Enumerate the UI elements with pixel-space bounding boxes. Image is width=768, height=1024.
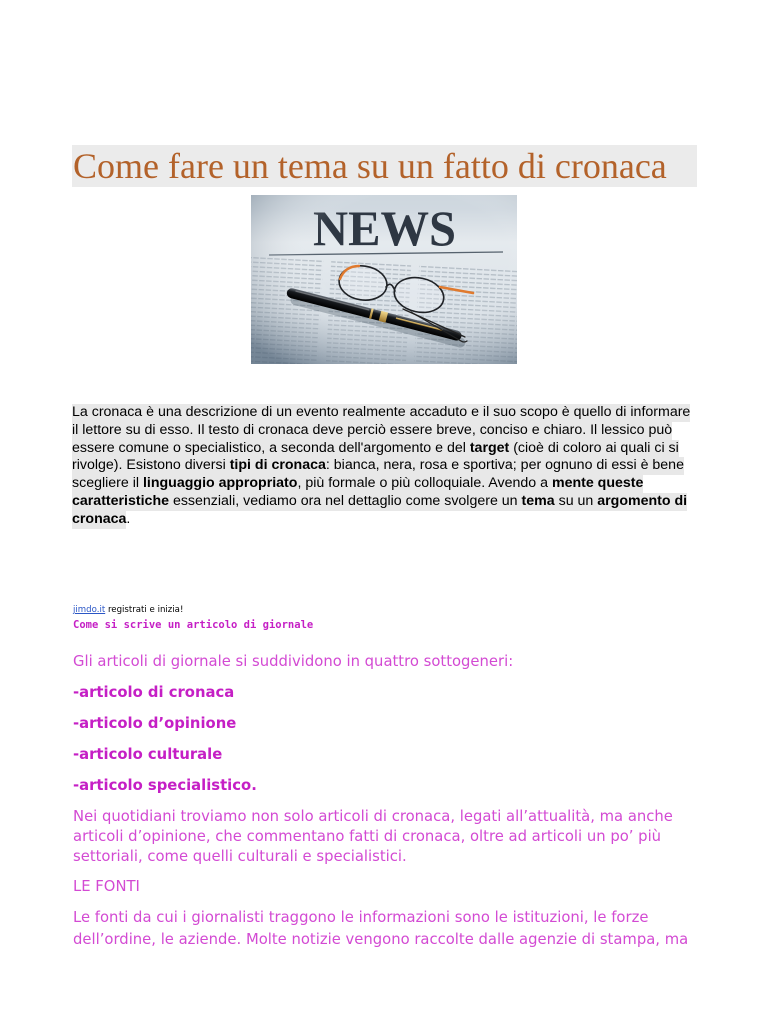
article-lead: Gli articoli di giornale si suddividono in quattro sottogeneri: xyxy=(73,653,514,670)
intro-text: , più formale o più colloquiale. Avendo a xyxy=(297,475,552,492)
intro-keyword: tema xyxy=(521,492,555,509)
news-photo xyxy=(251,195,517,364)
intro-line xyxy=(72,457,690,475)
intro-line xyxy=(72,475,690,493)
highlight xyxy=(72,457,684,475)
highlight xyxy=(72,511,126,529)
sources-heading: LE FONTI xyxy=(73,878,140,895)
intro-keyword: linguaggio appropriato xyxy=(142,475,298,492)
intro-text: essenziali, vediamo ora nel dettaglio come svolgere un xyxy=(169,492,522,509)
page-title: Come fare un tema su un fatto di cronaca xyxy=(73,146,667,186)
article-subheading: Come si scrive un articolo di giornale xyxy=(73,619,314,631)
intro-keyword: argomento di xyxy=(597,492,688,509)
intro-keyword: cronaca xyxy=(72,510,127,527)
intro-text: essere comune o specialistico, a seconda dell'argomento e del xyxy=(72,439,470,456)
highlight xyxy=(72,493,687,511)
jimdo-link[interactable]: jimdo.it xyxy=(73,605,106,615)
highlight xyxy=(72,475,643,493)
intro-line xyxy=(72,404,690,422)
intro-paragraph xyxy=(72,404,690,529)
intro-keyword: target xyxy=(469,439,510,456)
intro-line xyxy=(72,511,690,529)
sources-paragraph-line: Le fonti da cui i giornalisti traggono le informazioni sono le istituzioni, le forze xyxy=(73,909,649,926)
sources-paragraph-line: dell’ordine, le aziende. Molte notizie vengono raccolte dalle agenzie di stampa, ma xyxy=(73,931,689,948)
intro-text: . xyxy=(126,510,131,527)
intro-text: : bianca, nera, rosa e sportiva; per ognuno di essi è bene xyxy=(325,457,684,474)
article-paragraph-line: settoriali, come quelli culturali e specialistici. xyxy=(73,848,407,865)
promo-line xyxy=(73,604,183,616)
intro-line xyxy=(72,493,690,511)
intro-keyword: mente queste xyxy=(551,475,644,492)
intro-text: su un xyxy=(554,492,598,509)
intro-line xyxy=(72,422,690,440)
intro-keyword: tipi di cronaca xyxy=(229,457,326,474)
subgenre-item: -articolo culturale xyxy=(73,746,223,763)
subgenre-item: -articolo d’opinione xyxy=(73,715,237,732)
intro-text: il lettore su di esso. Il testo di cronaca deve perciò essere breve, conciso e chiaro. Il lessico può xyxy=(72,421,673,438)
intro-text: La cronaca è una descrizione di un evento realmente accaduto e il suo scopo è quello di informare xyxy=(72,404,691,420)
highlight xyxy=(72,422,672,440)
article-paragraph-line: Nei quotidiani troviamo non solo articoli di cronaca, legati all’attualità, ma anche xyxy=(73,808,673,825)
article-paragraph-line: articoli d’opinione, che commentano fatti di cronaca, oltre ad articoli un po’ più xyxy=(73,828,662,845)
subgenre-item: -articolo di cronaca xyxy=(73,684,235,701)
title-banner xyxy=(72,145,697,187)
highlight xyxy=(72,404,690,422)
intro-line xyxy=(72,440,690,458)
intro-keyword: caratteristiche xyxy=(72,492,169,509)
highlight xyxy=(72,440,679,458)
intro-text: rivolge). Esistono diversi xyxy=(72,457,230,474)
intro-text: (cioè di coloro ai quali ci si xyxy=(509,439,679,456)
subgenre-item: -articolo specialistico. xyxy=(73,777,257,794)
intro-text: scegliere il xyxy=(72,475,143,492)
promo-text: registrati e inizia! xyxy=(107,605,184,615)
